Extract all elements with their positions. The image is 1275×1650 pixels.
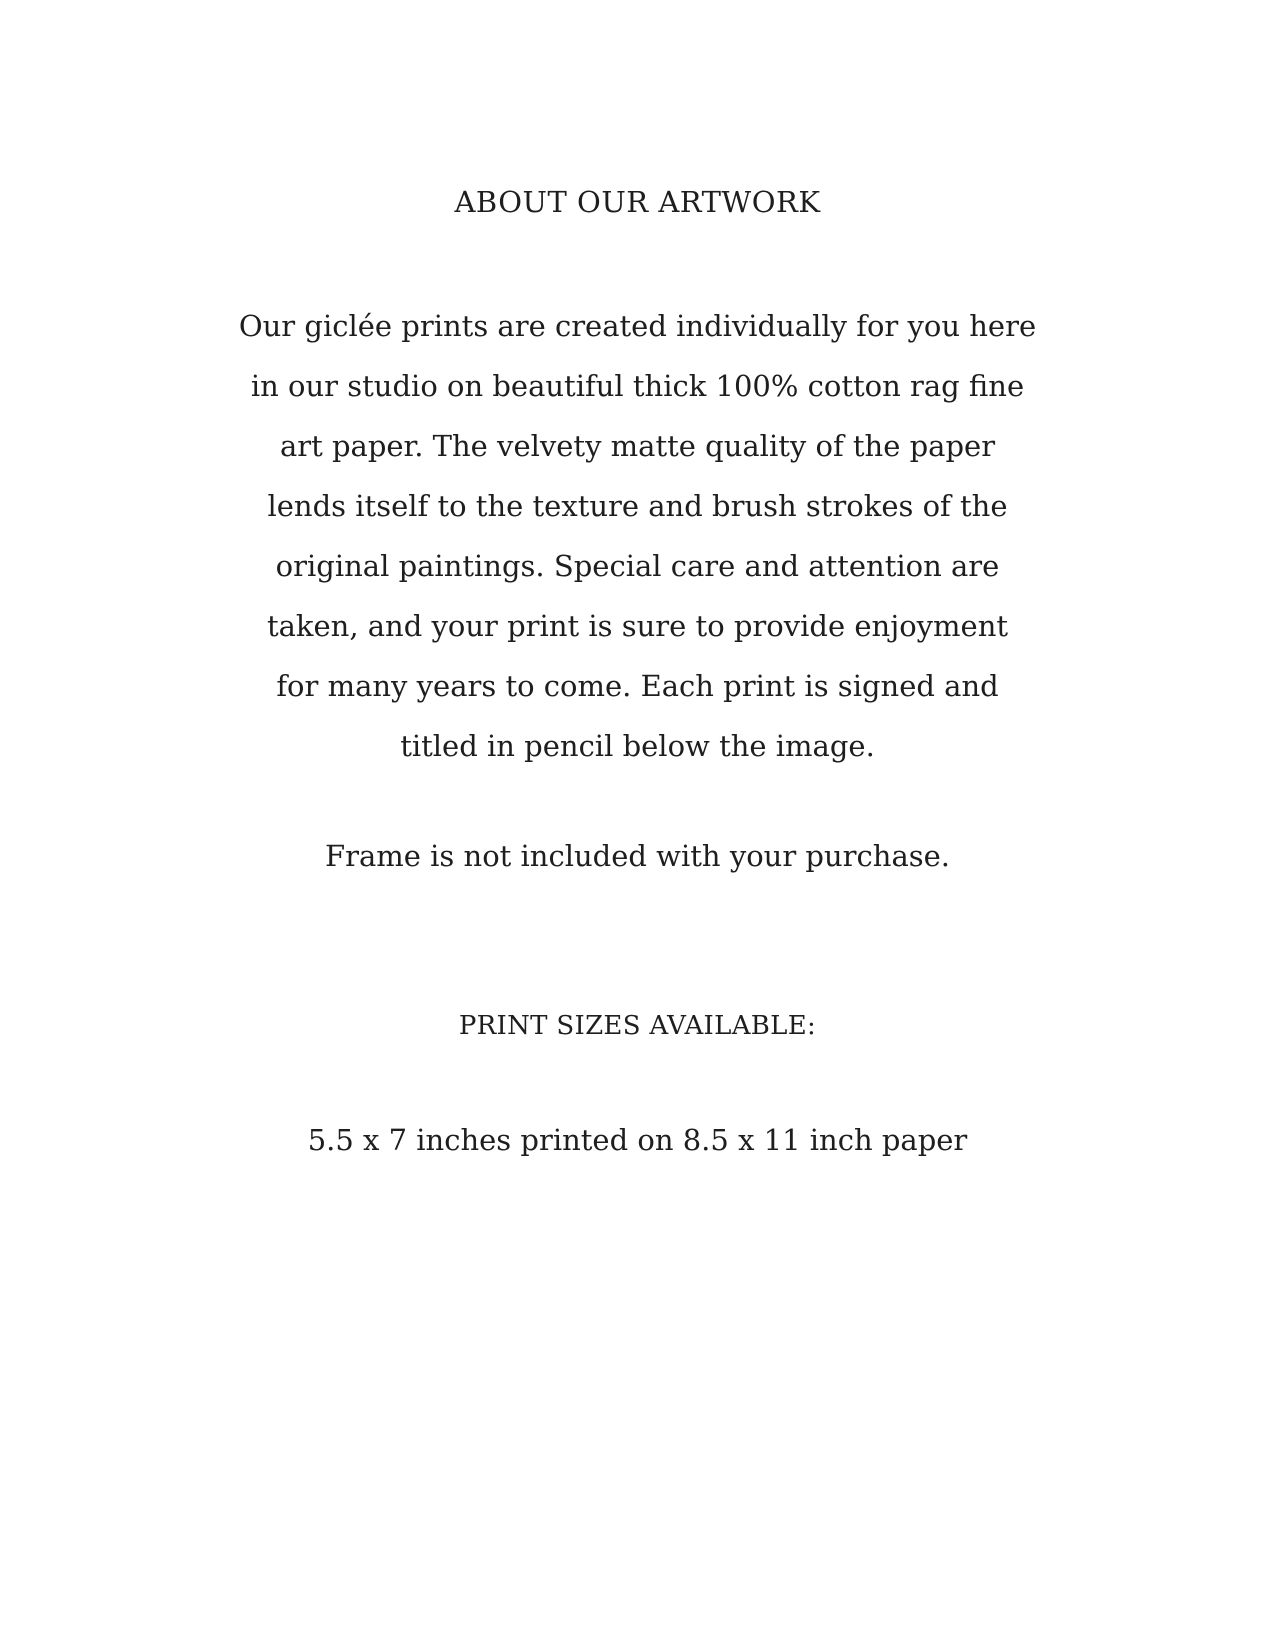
description-line: in our studio on beautiful thick 100% cotton rag fine: [250, 369, 1025, 403]
description-line: art paper. The velvety matte quality of the paper: [279, 429, 996, 463]
description-line: taken, and your print is sure to provide enjoyment: [266, 609, 1009, 643]
page-title: ABOUT OUR ARTWORK: [454, 185, 821, 219]
artwork-description: [0, 296, 1275, 776]
description-line: Our giclée prints are created individually for you here: [238, 309, 1037, 343]
description-line: for many years to come. Each print is signed and: [276, 669, 999, 703]
description-line: lends itself to the texture and brush strokes of the: [267, 489, 1008, 523]
description-line: original paintings. Special care and attention are: [275, 549, 1000, 583]
frame-note: Frame is not included with your purchase.: [324, 839, 950, 873]
print-size-item: 5.5 x 7 inches printed on 8.5 x 11 inch paper: [307, 1123, 968, 1157]
description-line: titled in pencil below the image.: [400, 729, 875, 763]
print-sizes-heading: PRINT SIZES AVAILABLE:: [458, 1011, 817, 1041]
